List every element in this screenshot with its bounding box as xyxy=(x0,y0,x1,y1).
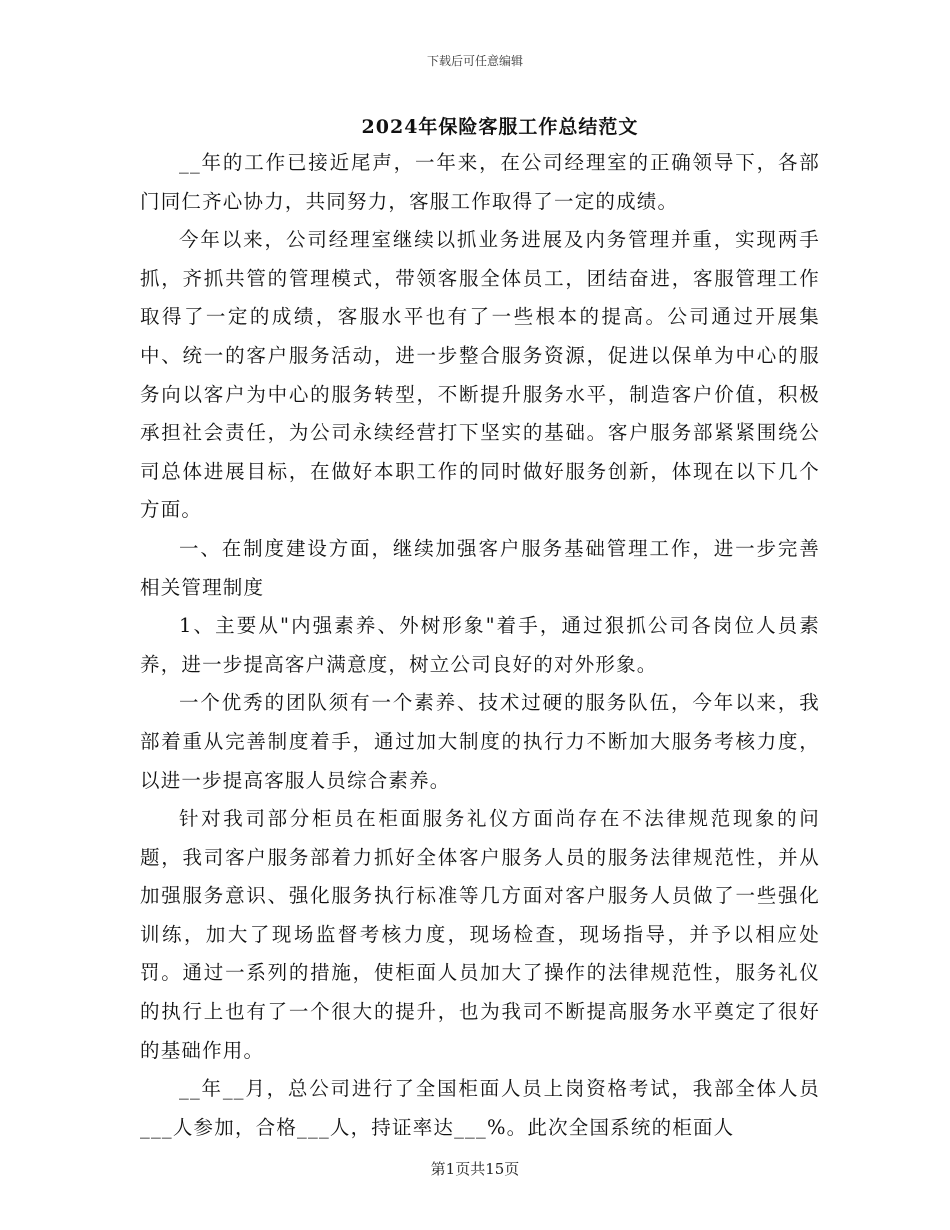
section-heading-1: 一、在制度建设方面，继续加强客户服务基础管理工作，进一步完善相关管理制度 xyxy=(140,536,820,599)
paragraph-intro: __年的工作已接近尾声，一年来，在公司经理室的正确领导下，各部门同仁齐心协力，共同努力，客服工作取得了一定的成绩。 xyxy=(140,151,820,213)
paragraph-counter-service: 针对我司部分柜员在柜面服务礼仪方面尚存在不法律规范现象的问题，我司客户服务部着力抓好全体客户服务人员的服务法律规范性，并从加强服务意识、强化服务执行标准等几方面对客户服务人员做了一些强化训练，加大了现场监督考核力度，现场检查，现场指导，并予以相应处罚。通过一系列的措施，使柜面人员加大了操作的法律规范性，服务礼仪的执行上也有了一个很大的提升，也为我司不断提高服务水平奠定了很好的基础作用。 xyxy=(140,807,820,1062)
paragraph-overview: 今年以来，公司经理室继续以抓业务进展及内务管理并重，实现两手抓，齐抓共管的管理模式，带领客服全体员工，团结奋进，客服管理工作取得了一定的成绩，客服水平也有了一些根本的提高。公司通过开展集中、统一的客户服务活动，进一步整合服务资源，促进以保单为中心的服务向以客户为中心的服务转型，不断提升服务水平，制造客户价值，积极承担社会责任，为公司永续经营打下坚实的基础。客户服务部紧紧围绕公司总体进展目标，在做好本职工作的同时做好服务创新，体现在以下几个方面。 xyxy=(140,228,820,522)
paragraph-team: 一个优秀的团队须有一个素养、技术过硬的服务队伍，今年以来，我部着重从完善制度着手，通过加大制度的执行力不断加大服务考核力度，以进一步提高客服人员综合素养。 xyxy=(140,691,820,792)
paragraph-exam: __年__月，总公司进行了全国柜面人员上岗资格考试，我部全体人员___人参加，合格___人，持证率达___%。此次全国系统的柜面人 xyxy=(140,1077,820,1139)
page-footer-number: 第1页共15页 xyxy=(430,1160,520,1178)
document-page xyxy=(140,112,820,1147)
paragraph-item-1: 1、主要从"内强素养、外树形象"着手，通过狠抓公司各岗位人员素养，进一步提高客户满意度，树立公司良好的对外形象。 xyxy=(140,614,820,676)
page-header-note: 下载后可任意编辑 xyxy=(426,54,523,68)
document-title: 2024年保险客服工作总结范文 xyxy=(361,116,639,138)
